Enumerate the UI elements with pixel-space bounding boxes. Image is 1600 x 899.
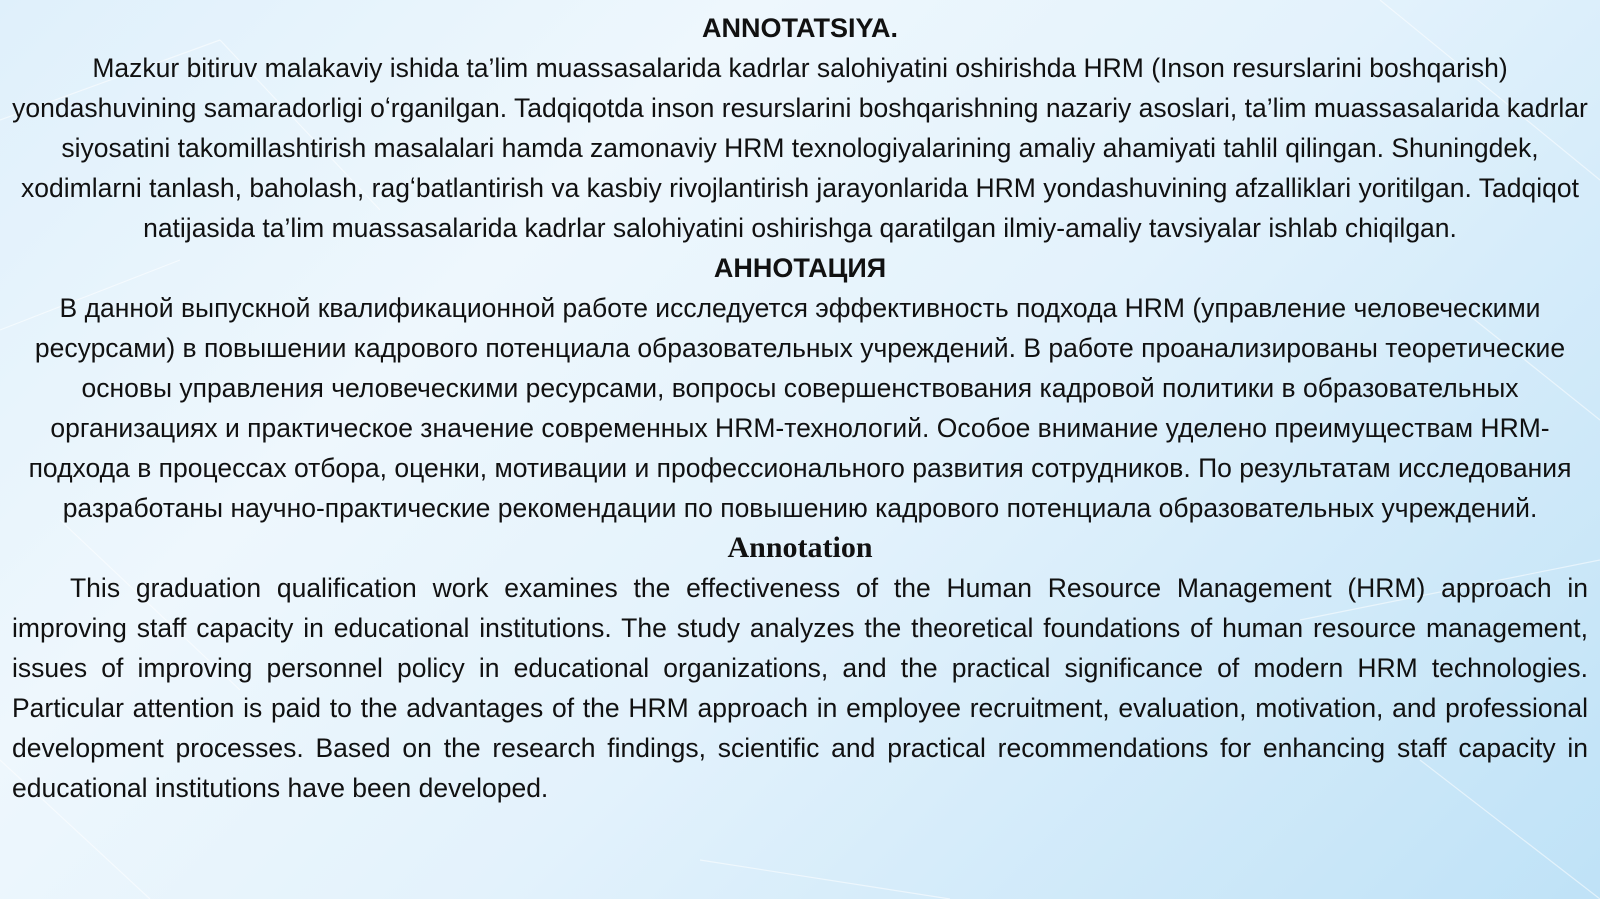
english-heading: Annotation [727,531,873,564]
english-abstract: This graduation qualification work examines the effectiveness of the Human Resource Management (HRM) approach in improving staff capacity in educational institutions. The study analyzes the theoretical foundations of human resource management, issues of improving personnel policy in educational organizations, and the practical significance of modern HRM technologies. Particular attention is paid to the advantages of the HRM approach in employee recruitment, evaluation, motivation, and professional development processes. Based on the research findings, scientific and practical recommendations for enhancing staff capacity in educational institutions have been developed. [12,573,1588,803]
uzbek-heading: ANNOTATSIYA. [701,13,898,43]
russian-heading: АННОТАЦИЯ [713,253,887,283]
uzbek-abstract: Mazkur bitiruv malakaviy ishida ta’lim muassasalarida kadrlar salohiyatini oshirishda HRM (Inson resurslarini boshqarish) yondashuvining samaradorligi oʻrganilgan. Tadqiqotda inson resurslarini boshqarishning nazariy asoslari, ta’lim muassasalarida kadrlar siyosatini takomillashtirish masalalari hamda zamonaviy HRM texnologiyalarining amaliy ahamiyati tahlil qilingan. Shuningdek, xodimlarni tanlash, baholash, ragʻbatlantirish va kasbiy rivojlantirish jarayonlarida HRM yondashuvining afzalliklari yoritilgan. Tadqiqot natijasida ta’lim muassasalarida kadrlar salohiyatini oshirishga qaratilgan ilmiy-amaliy tavsiyalar ishlab chiqilgan. [12,53,1588,243]
russian-abstract: В данной выпускной квалификационной работе исследуется эффективность подхода HRM (управление человеческими ресурсами) в повышении кадрового потенциала образовательных учреждений. В работе проанализированы теоретические основы управления человеческими ресурсами, вопросы совершенствования кадровой политики в образовательных организациях и практическое значение современных HRM-технологий. Особое внимание уделено преимуществам HRM-подхода в процессах отбора, оценки, мотивации и профессионального развития сотрудников. По результатам исследования разработаны научно-практические рекомендации по повышению кадрового потенциала образовательных учреждений. [28,293,1572,523]
